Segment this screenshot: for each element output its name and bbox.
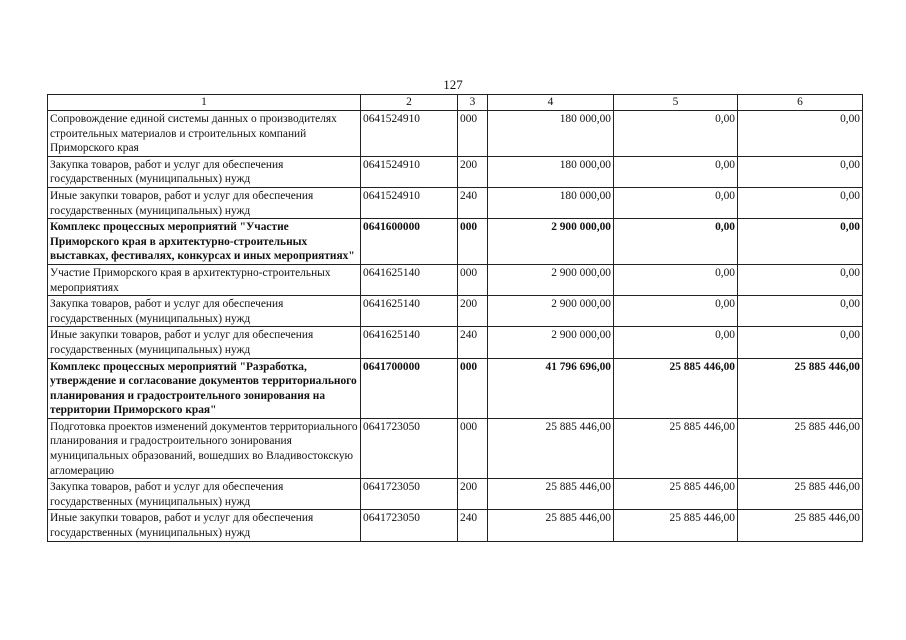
row-type-cell: 200 <box>458 479 488 510</box>
row-amount-5-cell: 25 885 446,00 <box>614 358 738 418</box>
row-code-cell: 0641524910 <box>361 156 458 187</box>
table-row <box>48 296 863 327</box>
row-amount-6-cell: 0,00 <box>738 187 863 218</box>
table-row <box>48 510 863 541</box>
column-header: 4 <box>488 95 614 111</box>
table-row <box>48 187 863 218</box>
row-amount-6-cell: 0,00 <box>738 296 863 327</box>
row-amount-6-cell: 0,00 <box>738 327 863 358</box>
row-name-cell: Комплекс процессных мероприятий "Участие Приморского края в архитектурно-строительных выставках, фестивалях, конкурсах и иных мероприятиях" <box>48 219 361 265</box>
row-amount-4-cell: 25 885 446,00 <box>488 418 614 478</box>
row-code-cell: 0641723050 <box>361 418 458 478</box>
row-code-cell: 0641723050 <box>361 510 458 541</box>
row-type-cell: 000 <box>458 264 488 295</box>
table-row <box>48 264 863 295</box>
row-amount-4-cell: 2 900 000,00 <box>488 264 614 295</box>
row-name-cell: Сопровождение единой системы данных о производителях строительных материалов и строительных компаний Приморского края <box>48 111 361 157</box>
column-header: 1 <box>48 95 361 111</box>
row-name-cell: Закупка товаров, работ и услуг для обеспечения государственных (муниципальных) нужд <box>48 479 361 510</box>
row-amount-6-cell: 0,00 <box>738 156 863 187</box>
row-type-cell: 240 <box>458 187 488 218</box>
row-type-cell: 000 <box>458 358 488 418</box>
column-header: 3 <box>458 95 488 111</box>
table-row <box>48 219 863 265</box>
row-amount-5-cell: 0,00 <box>614 187 738 218</box>
row-code-cell: 0641524910 <box>361 111 458 157</box>
row-type-cell: 000 <box>458 418 488 478</box>
table-row <box>48 358 863 418</box>
row-code-cell: 0641700000 <box>361 358 458 418</box>
row-name-cell: Иные закупки товаров, работ и услуг для обеспечения государственных (муниципальных) нужд <box>48 510 361 541</box>
row-type-cell: 200 <box>458 156 488 187</box>
column-header: 2 <box>361 95 458 111</box>
row-amount-6-cell: 0,00 <box>738 264 863 295</box>
header-row <box>48 95 863 111</box>
row-name-cell: Закупка товаров, работ и услуг для обеспечения государственных (муниципальных) нужд <box>48 296 361 327</box>
row-amount-4-cell: 180 000,00 <box>488 156 614 187</box>
row-name-cell: Участие Приморского края в архитектурно-строительных мероприятиях <box>48 264 361 295</box>
row-code-cell: 0641625140 <box>361 264 458 295</box>
page-number: 127 <box>443 77 463 92</box>
row-amount-5-cell: 25 885 446,00 <box>614 479 738 510</box>
row-code-cell: 0641723050 <box>361 479 458 510</box>
row-amount-5-cell: 0,00 <box>614 264 738 295</box>
row-amount-4-cell: 25 885 446,00 <box>488 510 614 541</box>
table-row <box>48 479 863 510</box>
table-row <box>48 418 863 478</box>
row-amount-4-cell: 180 000,00 <box>488 111 614 157</box>
table-row <box>48 111 863 157</box>
budget-table <box>47 94 863 542</box>
row-name-cell: Иные закупки товаров, работ и услуг для обеспечения государственных (муниципальных) нужд <box>48 327 361 358</box>
row-amount-6-cell: 25 885 446,00 <box>738 418 863 478</box>
row-amount-5-cell: 0,00 <box>614 156 738 187</box>
row-code-cell: 0641600000 <box>361 219 458 265</box>
row-amount-4-cell: 2 900 000,00 <box>488 296 614 327</box>
row-amount-6-cell: 25 885 446,00 <box>738 510 863 541</box>
table-body <box>48 111 863 542</box>
row-name-cell: Иные закупки товаров, работ и услуг для обеспечения государственных (муниципальных) нужд <box>48 187 361 218</box>
row-amount-5-cell: 0,00 <box>614 111 738 157</box>
column-header: 5 <box>614 95 738 111</box>
row-amount-5-cell: 25 885 446,00 <box>614 418 738 478</box>
row-amount-5-cell: 0,00 <box>614 327 738 358</box>
row-code-cell: 0641524910 <box>361 187 458 218</box>
row-code-cell: 0641625140 <box>361 327 458 358</box>
row-name-cell: Закупка товаров, работ и услуг для обеспечения государственных (муниципальных) нужд <box>48 156 361 187</box>
row-amount-4-cell: 25 885 446,00 <box>488 479 614 510</box>
row-code-cell: 0641625140 <box>361 296 458 327</box>
row-type-cell: 200 <box>458 296 488 327</box>
row-type-cell: 000 <box>458 111 488 157</box>
row-amount-4-cell: 2 900 000,00 <box>488 219 614 265</box>
table-row <box>48 156 863 187</box>
row-amount-4-cell: 180 000,00 <box>488 187 614 218</box>
column-header: 6 <box>738 95 863 111</box>
row-amount-6-cell: 0,00 <box>738 219 863 265</box>
row-type-cell: 240 <box>458 510 488 541</box>
row-name-cell: Комплекс процессных мероприятий "Разработка, утверждение и согласование документов территориального планирования и градостроительного зонирования на территории Приморского края" <box>48 358 361 418</box>
row-amount-6-cell: 25 885 446,00 <box>738 479 863 510</box>
row-amount-5-cell: 0,00 <box>614 219 738 265</box>
row-type-cell: 000 <box>458 219 488 265</box>
row-amount-5-cell: 25 885 446,00 <box>614 510 738 541</box>
row-amount-4-cell: 2 900 000,00 <box>488 327 614 358</box>
row-name-cell: Подготовка проектов изменений документов территориального планирования и градостроительного зонирования муниципальных образований, вошедших во Владивостокскую агломерацию <box>48 418 361 478</box>
row-amount-6-cell: 25 885 446,00 <box>738 358 863 418</box>
row-amount-5-cell: 0,00 <box>614 296 738 327</box>
row-type-cell: 240 <box>458 327 488 358</box>
table-row <box>48 327 863 358</box>
row-amount-4-cell: 41 796 696,00 <box>488 358 614 418</box>
row-amount-6-cell: 0,00 <box>738 111 863 157</box>
